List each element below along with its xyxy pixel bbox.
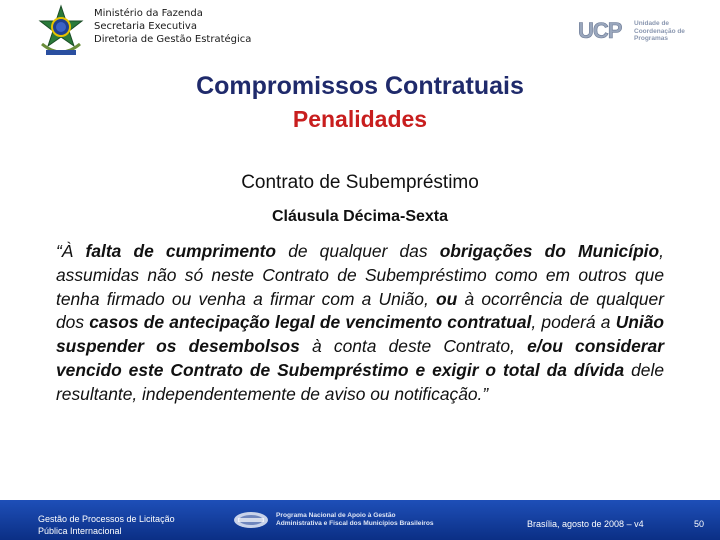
footer-date: Brasília, agosto de 2008 – v4 xyxy=(527,519,644,529)
slide-subtitle: Penalidades xyxy=(292,106,428,132)
ucp-logo xyxy=(578,18,688,44)
slide-footer xyxy=(0,500,720,540)
body-text-run: dele resultante, independentemente de aviso ou notificação.” xyxy=(56,359,664,404)
slide-title: Compromissos Contratuais xyxy=(196,72,524,100)
footer-program-name xyxy=(276,512,434,527)
slide-header xyxy=(0,0,720,66)
footer-course-name xyxy=(38,513,175,537)
clause-heading: Cláusula Décima-Sexta xyxy=(271,208,449,225)
ucp-sub-line-3: Programas xyxy=(634,35,668,42)
body-text-run: , assumidas não só neste Contrato de Subempréstimo como em outros que tenha firmado ou venha a firmar com a União, xyxy=(56,241,664,309)
pnafm-logo-icon xyxy=(232,511,270,529)
emphasized-text: União suspender os desembolsos xyxy=(56,312,664,357)
footer-course-line-1: Gestão de Processos de Licitação xyxy=(38,514,175,524)
body-text-run: de qualquer das xyxy=(276,241,440,261)
directorate-name: Diretoria de Gestão Estratégica xyxy=(94,34,252,45)
ucp-sub-line-2: Coordenação de xyxy=(634,27,685,35)
clause-body-text xyxy=(56,240,664,407)
body-text-run: , poderá a xyxy=(531,312,616,333)
emphasized-text: falta de cumprimento xyxy=(85,241,277,261)
ucp-logo-text: UCP xyxy=(578,18,622,43)
page-number: 50 xyxy=(694,519,705,529)
ministry-block xyxy=(94,7,251,46)
emphasized-text: e/ou considerar vencido este Contrato de Subempréstimo e exigir o total da dívida xyxy=(56,336,664,380)
footer-program-line-2: Administrativa e Fiscal dos Municípios Brasileiros xyxy=(276,519,434,527)
emphasized-text: casos de antecipação legal de vencimento contratual xyxy=(89,312,532,333)
footer-program-line-1: Programa Nacional de Apoio à Gestão xyxy=(276,512,396,519)
emphasized-text: ou xyxy=(436,288,458,309)
emphasized-text: obrigações do Município xyxy=(439,241,660,261)
section-heading: Contrato de Subempréstimo xyxy=(241,172,479,193)
secretariat-name: Secretaria Executiva xyxy=(94,21,197,32)
body-text-run: “À xyxy=(56,241,86,261)
body-text-run: à conta deste Contrato, xyxy=(299,336,528,357)
body-text-run: à ocorrência de qualquer dos xyxy=(56,288,664,333)
ministry-name: Ministério da Fazenda xyxy=(94,8,203,19)
brazil-coat-of-arms-icon xyxy=(36,4,86,58)
ucp-sub-line-1: Unidade de xyxy=(634,20,670,27)
ucp-logo-subtitle xyxy=(634,20,685,43)
footer-course-line-2: Pública Internacional xyxy=(38,526,122,536)
